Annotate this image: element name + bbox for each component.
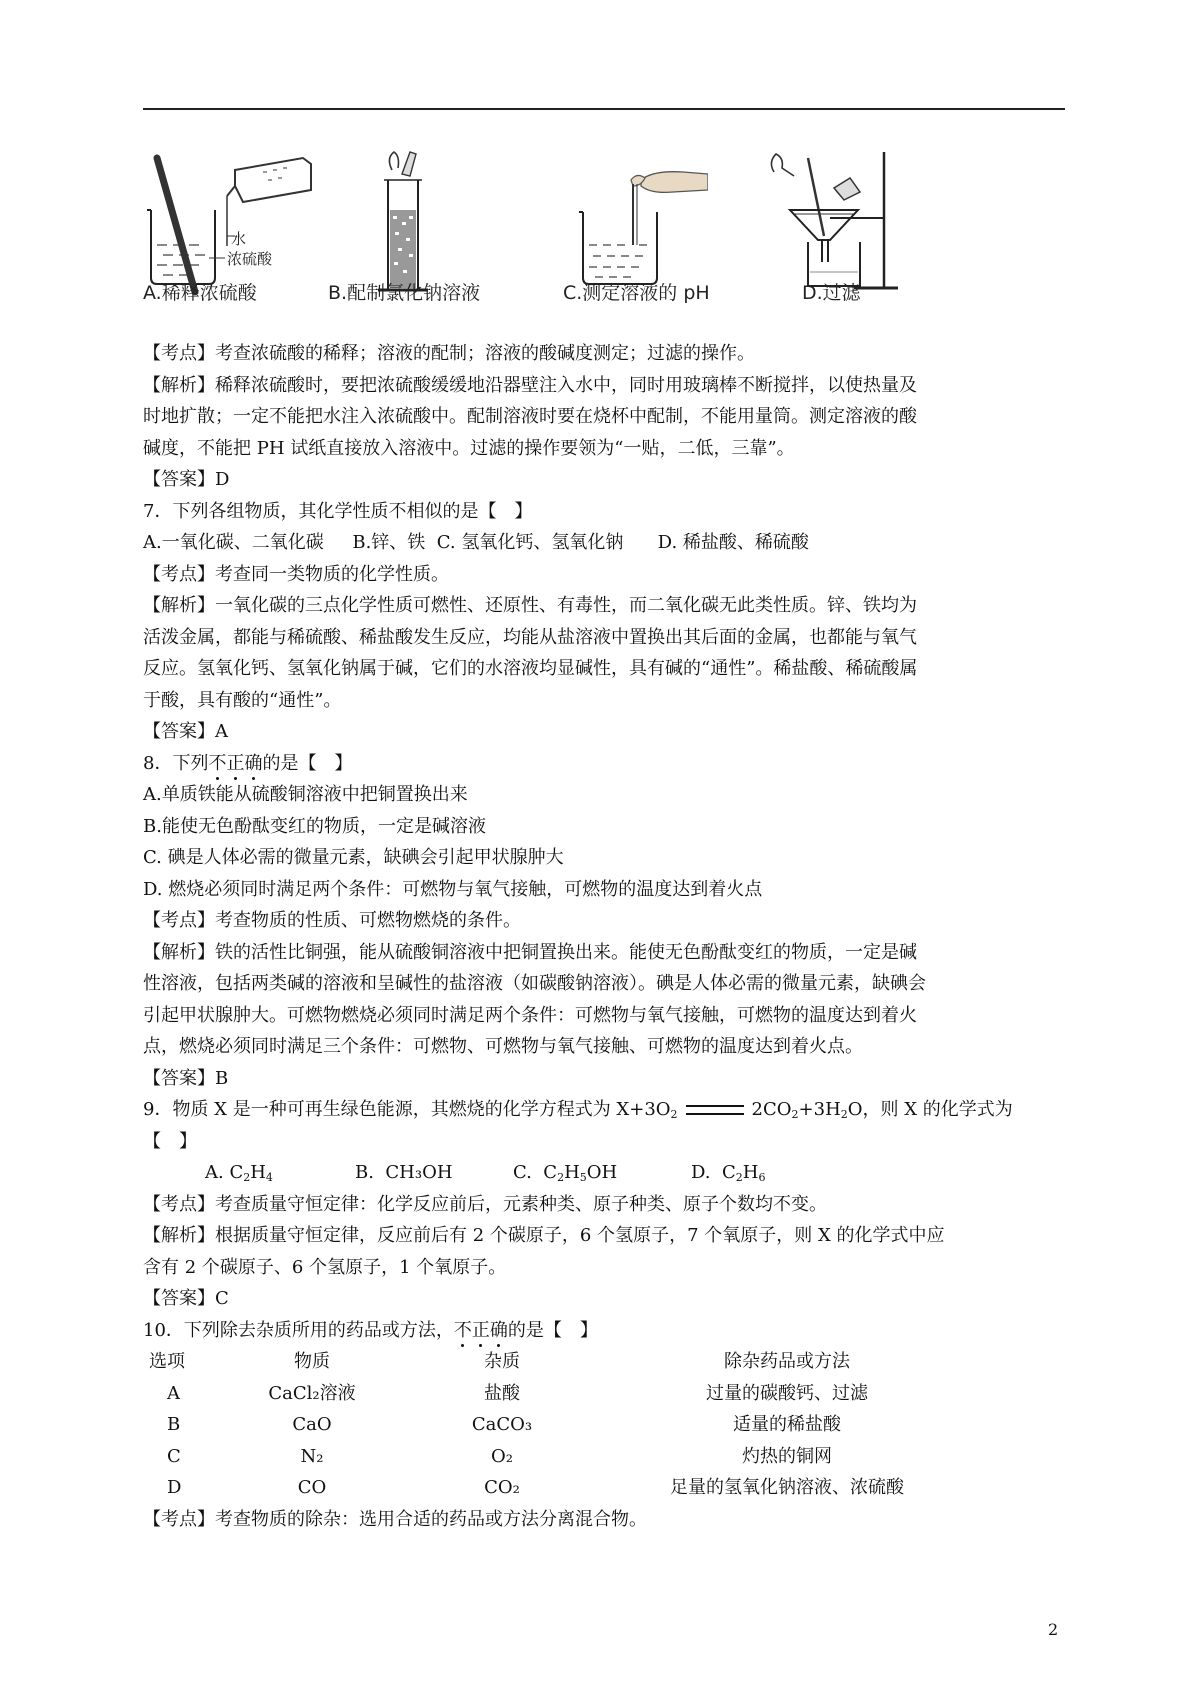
table-row [149, 1441, 997, 1473]
q7-jiexi-line2: 活泼金属，都能与稀硫酸、稀盐酸发生反应，均能从盐溶液中置换出其后面的金属，也都能与氧气 [143, 626, 917, 648]
figure-c-measure-ph [533, 150, 710, 304]
q10-table [149, 1346, 997, 1504]
q9-sub-3: 2 [840, 1108, 848, 1121]
page-number: 2 [1048, 1620, 1059, 1639]
q7-option-c: C. 氢氧化钙、氢氧化钠 [436, 532, 624, 553]
table-row [149, 1378, 997, 1410]
q10-stem-pre: 10．下列除去杂质所用的药品或方法， [143, 1319, 454, 1341]
q9-stem-bracket: 【 】 [143, 1130, 197, 1152]
q6-jiexi-line3: 碱度，不能把 PH 试纸直接放入溶液中。过滤的操作要领为“一贴，二低，三靠”。 [143, 437, 795, 459]
q7-jiexi-line1: 【解析】一氧化碳的三点化学性质可燃性、还原性、有毒性，而二氧化碳无此类性质。锌、铁均为 [143, 595, 917, 616]
table-row [149, 1409, 997, 1441]
q9-stem [143, 1094, 1068, 1126]
table-cell: O₂ [491, 1445, 513, 1467]
q6-jiexi-line1: 【解析】稀释浓硫酸时，要把浓硫酸缓缓地沿器壁注入水中，同时用玻璃棒不断搅拌，以使热量及 [143, 374, 917, 396]
q7-stem: 7．下列各组物质，其化学性质不相似的是【 】 [143, 500, 533, 522]
q10-stem-emph-2: 正 [471, 1319, 490, 1341]
q9-stem-pre: 9．物质 X 是一种可再生绿色能源，其燃烧的化学方程式为 X+3O [143, 1099, 671, 1120]
q8-stem-emph-1: 不 [208, 752, 227, 774]
table-cell: A [167, 1382, 180, 1404]
q7-option-b: B.锌、铁 [352, 532, 426, 553]
figure-b-prepare-solution [328, 150, 503, 304]
q8-stem-emph-2: 正 [226, 752, 245, 774]
q9-options [143, 1157, 1068, 1189]
figure-b-caption: B.配制氯化钠溶液 [328, 282, 481, 304]
q8-answer: 【答案】B [143, 1067, 229, 1089]
q7-option-a: A.一氧化碳、二氧化碳 [143, 532, 324, 553]
q10-stem-post: 的是【 】 [507, 1319, 598, 1341]
q8-kaodian: 【考点】考查物质的性质、可燃物燃烧的条件。 [143, 910, 521, 931]
q8-jiexi-line4: 点，燃烧必须同时满足三个条件：可燃物、可燃物与氧气接触、可燃物的温度达到着火点。 [143, 1036, 863, 1057]
table-header-cell: 除杂药品或方法 [724, 1351, 850, 1372]
q9-sub-1: 2 [670, 1108, 678, 1121]
table-header-cell: 选项 [149, 1351, 185, 1372]
table-cell: 足量的氢氧化钠溶液、浓硫酸 [670, 1477, 904, 1498]
exam-content [143, 338, 1068, 1535]
q9-product-1: 2CO [751, 1099, 792, 1120]
figure-a-dilute-acid [143, 150, 318, 304]
q8-jiexi-line2: 性溶液，包括两类碱的溶液和呈碱性的盐溶液（如碳酸钠溶液）。碘是人体必需的微量元素，缺碘会 [143, 973, 926, 994]
table-cell: D [167, 1477, 182, 1498]
q7-options [143, 527, 1068, 559]
q7-jiexi-line4: 于酸，具有酸的“通性”。 [143, 689, 342, 711]
q8-stem-emph-3: 确 [244, 752, 263, 774]
q9-option-d: D. $C_2H_6$ [691, 1162, 766, 1184]
q7-kaodian: 【考点】考查同一类物质的化学性质。 [143, 563, 449, 585]
q8-jiexi-line1: 【解析】铁的活性比铜强，能从硫酸铜溶液中把铜置换出来。能使无色酚酞变红的物质，一定是碱 [143, 941, 917, 963]
q8-stem-pre: 8．下列 [143, 752, 209, 774]
header-rule [143, 108, 1065, 110]
table-cell: 灼热的铜网 [742, 1445, 832, 1467]
q6-kaodian: 【考点】考查浓硫酸的稀释；溶液的配制；溶液的酸碱度测定；过滤的操作。 [143, 343, 755, 364]
table-header-row [149, 1346, 997, 1378]
figure-c-caption: C.测定溶液的 pH [563, 282, 710, 304]
table-cell: 盐酸 [484, 1382, 520, 1404]
q9-option-a: A. $C_2H_4$ [205, 1162, 273, 1184]
q10-kaodian: 【考点】考查物质的除杂：选用合适的药品或方法分离混合物。 [143, 1508, 647, 1530]
q6-answer: 【答案】D [143, 469, 230, 490]
experiment-figures [143, 150, 1065, 335]
q9-answer: 【答案】C [143, 1288, 229, 1309]
q9-sub-2: 2 [791, 1108, 799, 1121]
table-header-cell: 物质 [294, 1351, 330, 1372]
table-cell: 过量的碳酸钙、过滤 [706, 1382, 868, 1404]
q8-option-c: C. 碘是人体必需的微量元素，缺碘会引起甲状腺肿大 [143, 847, 564, 868]
table-cell: CO₂ [484, 1477, 520, 1498]
label-concentrated-acid: 浓硫酸 [227, 250, 273, 268]
q8-option-b: B.能使无色酚酞变红的物质，一定是碱溶液 [143, 815, 486, 837]
q9-kaodian: 【考点】考查质量守恒定律：化学反应前后，元素种类、原子种类、原子个数均不变。 [143, 1193, 827, 1215]
q10-stem-emph-3: 确 [489, 1319, 508, 1341]
table-cell: CO [297, 1477, 327, 1498]
q7-option-d: D. 稀盐酸、稀硫酸 [657, 532, 809, 553]
q8-option-d: D. 燃烧必须同时满足两个条件：可燃物与氧气接触，可燃物的温度达到着火点 [143, 878, 763, 900]
q10-stem [143, 1315, 1068, 1347]
q9-jiexi-line1: 【解析】根据质量守恒定律，反应前后有 2 个碳原子，6 个氢原子，7 个氧原子，则 X 的化学式中应 [143, 1225, 945, 1246]
figure-d-filtration [748, 150, 923, 304]
table-cell: 适量的稀盐酸 [733, 1414, 841, 1435]
q8-jiexi-line3: 引起甲状腺肿大。可燃物燃烧必须同时满足两个条件：可燃物与氧气接触，可燃物的温度达到着火 [143, 1004, 917, 1026]
q8-stem [143, 748, 1068, 780]
q7-jiexi-line3: 反应。氢氧化钙、氢氧化钠属于碱，它们的水溶液均显碱性，具有碱的“通性”。稀盐酸、稀硫酸属 [143, 658, 918, 679]
q7-answer: 【答案】A [143, 721, 228, 742]
q8-stem-post: 的是【 】 [262, 752, 353, 774]
figure-a-caption: A.稀释浓硫酸 [143, 282, 257, 304]
q9-option-b: B. CH₃OH [355, 1162, 453, 1183]
q8-option-a: A.单质铁能从硫酸铜溶液中把铜置换出来 [143, 784, 468, 805]
table-cell: CaCl₂溶液 [268, 1382, 356, 1404]
table-header-cell: 杂质 [484, 1351, 520, 1372]
q10-stem-emph-1: 不 [453, 1319, 472, 1341]
table-row [149, 1472, 997, 1504]
figure-d-caption: D.过滤 [802, 282, 861, 304]
q6-jiexi-line2: 时地扩散；一定不能把水注入浓硫酸中。配制溶液时要在烧杯中配制，不能用量筒。测定溶液的酸 [143, 406, 917, 427]
q9-stem-post: O，则 X 的化学式为 [847, 1099, 1013, 1120]
q9-jiexi-line2: 含有 2 个碳原子、6 个氢原子，1 个氧原子。 [143, 1256, 507, 1278]
table-cell: CaO [292, 1414, 332, 1435]
table-cell: B [167, 1414, 181, 1435]
label-water: 水 [231, 230, 247, 248]
table-cell: N₂ [300, 1445, 324, 1467]
equation-equals-sign [686, 1105, 744, 1115]
q9-product-2: +3H [798, 1099, 841, 1120]
table-cell: C [167, 1445, 181, 1467]
q9-option-c: C. $C_2H_5OH$ [513, 1162, 618, 1184]
table-cell: CaCO₃ [471, 1414, 533, 1435]
